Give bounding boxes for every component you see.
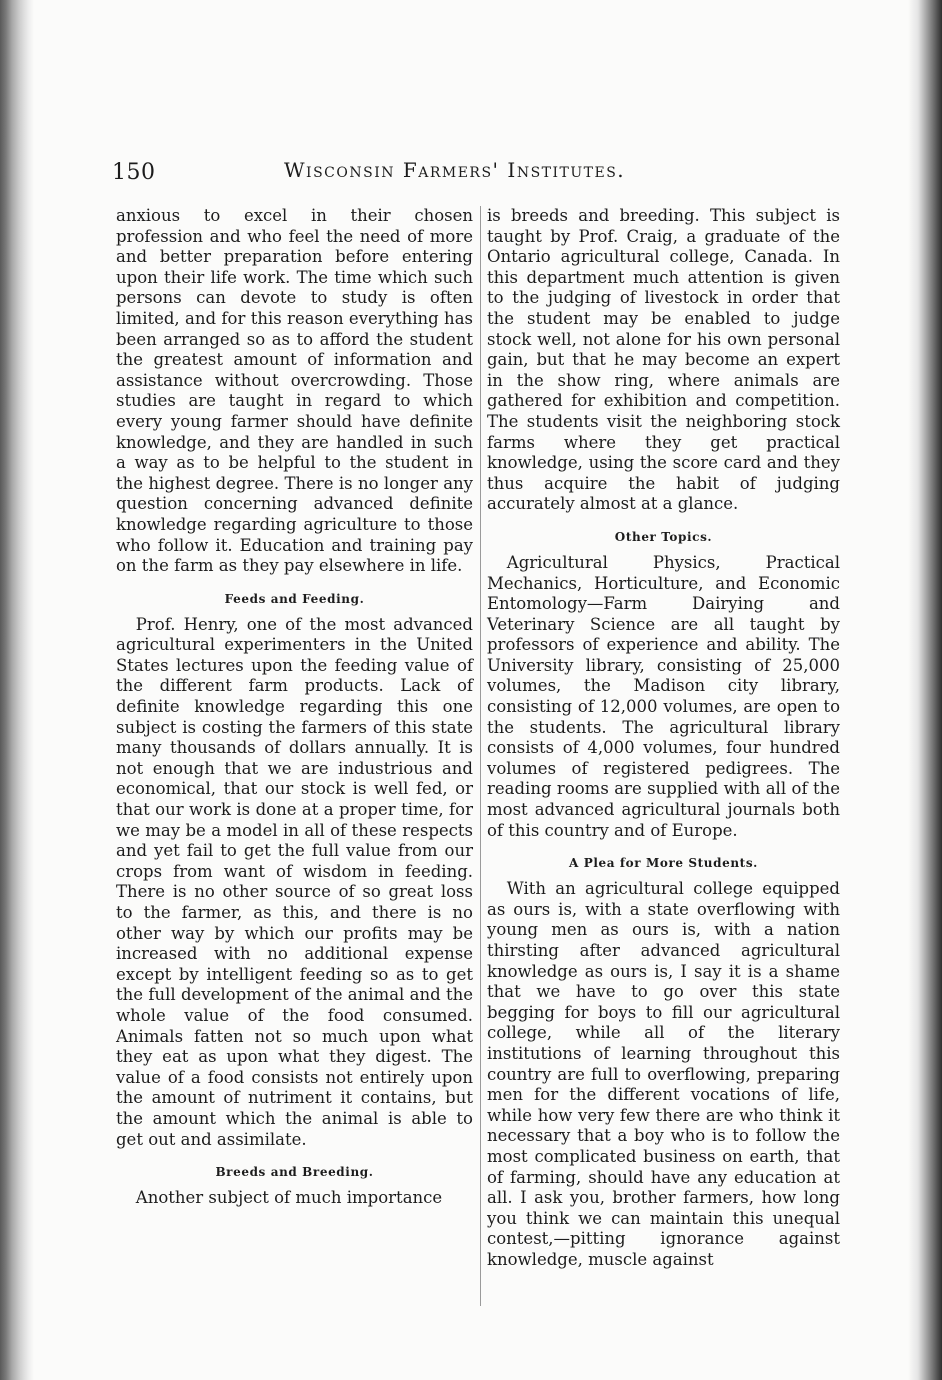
paragraph-feeds: Prof. Henry, one of the most advanced agricultural experimenters in the United States lectures upon the feeding value of the different farm products. Lack of definite knowledge regarding this one subject is costing the farmers of this state many thousands of dollars annually. It is not enough that we are industrious and economical, that our stock is well fed, or that our work is done at a proper time, for we may be a model in all of these respects and yet fail to get the full value from our crops from want of wisdom in feeding. There is no other source of so great loss to the farmer, as this, and there is no other way by which our profits may be increased with no additional expense except by intelligent feeding so as to get the full development of the animal and the whole value of the food consumed. Animals fatten not so much upon what they eat as upon what they digest. The value of a food consists not entirely upon the amount of nutriment it contains, but the amount which the animal is able to get out and assimilate. <box>116 614 473 1149</box>
paragraph-breeds-start: Another subject of much importance <box>135 1188 443 1208</box>
page-header <box>112 160 672 194</box>
left-column <box>116 206 473 1316</box>
section-heading-breeds: Breeds and Breeding. <box>215 1165 374 1180</box>
paragraph-breeds-continued: is breeds and breeding. This subject is taught by Prof. Craig, a graduate of the Ontario agricultural college, Canada. In this department much attention is given to the judging of livestock in order that the student may be enabled to judge stock well, not alone for his own personal gain, but that he may become an expert in the show ring, where animals are gathered for exhibition and competition. The students visit the neighboring stock farms where they get practical knowledge, using the score card and they thus acquire the habit of judging accurately almost at a glance. <box>487 206 840 514</box>
column-divider <box>480 206 481 1306</box>
page-number: 150 <box>112 160 156 185</box>
page-edge-shadow <box>908 0 942 1380</box>
paragraph-plea: With an agricultural college equipped as ours is, with a state overflowing with young men as ours is, with a nation thirsting after advanced agricultural knowledge as ours is, I say it is a shame that we have to go over this state begging for boys to fill our agricultural college, while all of the literary institutions of learning throughout this country are full to overflowing, preparing men for the different vocations of life, while how very few there are who think it necessary that a boy who is to follow the most complicated business on earth, that of farming, should have any education at all. I ask you, brother farmers, how long you think we can maintain this unequal contest,—pitting ignorance against knowledge, muscle against <box>487 879 840 1269</box>
section-heading-plea: A Plea for More Students. <box>569 856 758 871</box>
section-heading-feeds: Feeds and Feeding. <box>224 591 365 606</box>
section-heading-other-topics: Other Topics. <box>614 529 713 544</box>
right-column <box>487 206 840 1316</box>
book-binding-shadow <box>0 0 34 1380</box>
paragraph-continuation: anxious to excel in their chosen profession and who feel the need of more and better preparation before entering upon their life work. The time which such persons can devote to study is often limited, and for this reason everything has been arranged so as to afford the student the greatest amount of information and assistance without overcrowding. Those studies are taught in regard to which every young farmer should have definite knowledge, and they are handled in such a way as to be helpful to the student in the highest degree. There is no longer any question concerning advanced definite knowledge regarding agriculture to those who follow it. Education and training pay on the farm as they pay elsewhere in life. <box>116 206 473 576</box>
paragraph-other-topics: Agricultural Physics, Practical Mechanics, Horticulture, and Economic Entomology—Farm Dairying and Veterinary Science are all taught by professors of experience and ability. The University library, consisting of 25,000 volumes, the Madison city library, consisting of 12,000 volumes, are open to the students. The agricultural library consists of 4,000 volumes, four hundred volumes of registered pedigrees. The reading rooms are supplied with all of the most advanced agricultural journals both of this country and of Europe. <box>487 552 840 840</box>
running-title: Wisconsin Farmers' Institutes. <box>284 158 626 182</box>
